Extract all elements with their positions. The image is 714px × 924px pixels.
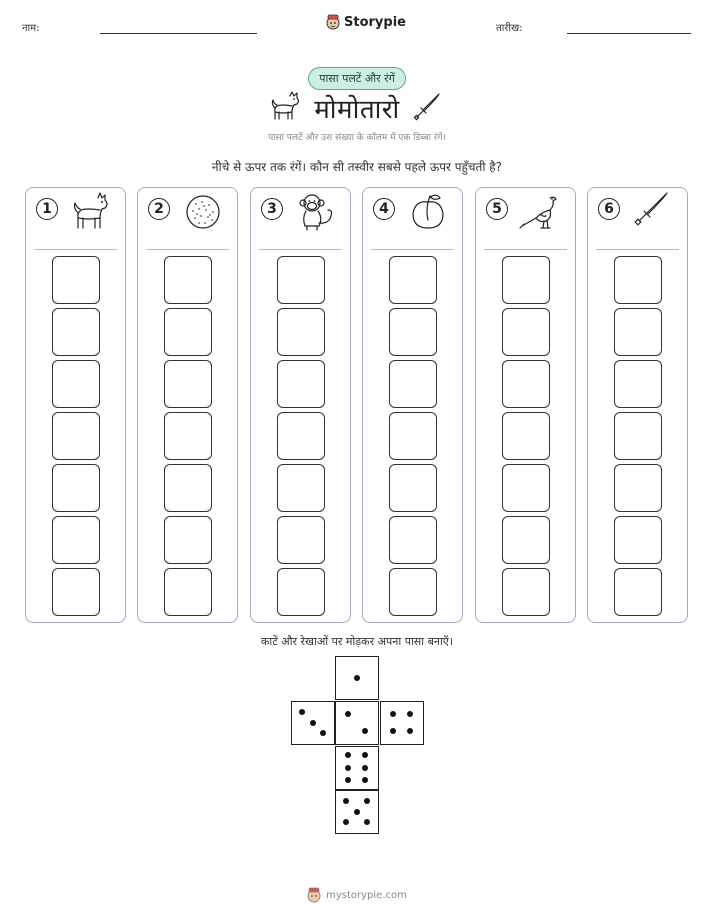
die-face-2 (335, 701, 379, 745)
footer-site[interactable]: mystorypie.com (326, 889, 407, 901)
color-box[interactable] (52, 464, 100, 512)
color-box[interactable] (389, 412, 437, 460)
color-box[interactable] (164, 516, 212, 564)
sword-icon (630, 190, 676, 232)
pheasant-icon (518, 190, 564, 232)
die-pip (345, 711, 351, 717)
brand-logo (326, 14, 406, 30)
color-box[interactable] (614, 412, 662, 460)
color-box[interactable] (389, 516, 437, 564)
column-number: 4 (373, 198, 395, 220)
subtitle: पासा पलटें और उस संख्या के कॉलम में एक डिब्बा रंगें। (268, 133, 446, 143)
color-box[interactable] (277, 360, 325, 408)
column-divider (34, 249, 117, 250)
die-face-5 (335, 790, 379, 834)
die-pip (362, 765, 368, 771)
color-box[interactable] (52, 516, 100, 564)
date-field[interactable] (567, 33, 691, 34)
dog-icon (68, 190, 114, 232)
color-box[interactable] (52, 360, 100, 408)
color-box[interactable] (277, 256, 325, 304)
color-box[interactable] (502, 256, 550, 304)
column-1 (25, 187, 126, 623)
die-pip (364, 819, 370, 825)
die-pip (345, 777, 351, 783)
column-number: 2 (148, 198, 170, 220)
color-box[interactable] (164, 308, 212, 356)
footer (307, 887, 407, 903)
story-title: मोमोतारो (314, 95, 400, 125)
die-pip (407, 728, 413, 734)
column-2 (137, 187, 238, 623)
die-face-6 (335, 746, 379, 790)
die-pip (364, 798, 370, 804)
color-box[interactable] (52, 412, 100, 460)
column-number: 5 (486, 198, 508, 220)
color-box[interactable] (502, 568, 550, 616)
color-box[interactable] (502, 412, 550, 460)
die-pip (354, 675, 360, 681)
game-type-pill: पासा पलटें और रंगें (308, 67, 406, 90)
color-box[interactable] (277, 308, 325, 356)
sword-icon (412, 92, 442, 122)
color-box[interactable] (389, 256, 437, 304)
column-3 (250, 187, 351, 623)
color-box[interactable] (502, 464, 550, 512)
die-pip (345, 752, 351, 758)
die-pip (345, 765, 351, 771)
color-box[interactable] (614, 568, 662, 616)
column-divider (596, 249, 679, 250)
color-box[interactable] (164, 360, 212, 408)
color-box[interactable] (614, 464, 662, 512)
column-6 (587, 187, 688, 623)
die-face-3 (291, 701, 335, 745)
column-divider (259, 249, 342, 250)
die-pip (343, 819, 349, 825)
die-instruction: काटें और रेखाओं पर मोड़कर अपना पासा बनाएँ। (260, 635, 454, 648)
die-pip (299, 709, 305, 715)
die-face-4 (380, 701, 424, 745)
die-pip (407, 711, 413, 717)
column-number: 1 (36, 198, 58, 220)
brand-name: Storypie (344, 14, 406, 30)
peach-icon (405, 190, 451, 232)
die-pip (390, 711, 396, 717)
column-5 (475, 187, 576, 623)
color-box[interactable] (164, 412, 212, 460)
color-box[interactable] (389, 308, 437, 356)
die-pip (343, 798, 349, 804)
question: नीचे से ऊपर तक रंगें। कौन सी तस्वीर सबसे पहले ऊपर पहुँचती है? (211, 160, 503, 174)
storypie-mascot-icon (326, 14, 340, 30)
date-label: तारीख: (496, 23, 523, 34)
color-box[interactable] (52, 256, 100, 304)
color-box[interactable] (277, 412, 325, 460)
rice-cake-icon (180, 190, 226, 232)
color-box[interactable] (52, 308, 100, 356)
color-box[interactable] (502, 516, 550, 564)
column-number: 6 (598, 198, 620, 220)
color-box[interactable] (389, 568, 437, 616)
column-divider (371, 249, 454, 250)
color-box[interactable] (164, 568, 212, 616)
die-pip (310, 720, 316, 726)
color-box[interactable] (614, 256, 662, 304)
column-number: 3 (261, 198, 283, 220)
color-box[interactable] (389, 464, 437, 512)
storypie-mascot-icon (307, 887, 321, 903)
color-box[interactable] (614, 308, 662, 356)
color-box[interactable] (52, 568, 100, 616)
name-label: नाम: (22, 23, 40, 34)
die-pip (362, 752, 368, 758)
column-divider (484, 249, 567, 250)
color-box[interactable] (502, 308, 550, 356)
column-divider (146, 249, 229, 250)
column-4 (362, 187, 463, 623)
die-pip (320, 730, 326, 736)
monkey-icon (293, 190, 339, 232)
color-box[interactable] (277, 464, 325, 512)
die-pip (362, 728, 368, 734)
die-face-1 (335, 656, 379, 700)
die-pip (362, 777, 368, 783)
color-box[interactable] (277, 516, 325, 564)
color-box[interactable] (164, 464, 212, 512)
color-box[interactable] (614, 516, 662, 564)
name-field[interactable] (100, 33, 257, 34)
color-box[interactable] (277, 568, 325, 616)
color-box[interactable] (614, 360, 662, 408)
die-pip (354, 809, 360, 815)
color-box[interactable] (389, 360, 437, 408)
color-box[interactable] (164, 256, 212, 304)
die-pip (390, 728, 396, 734)
color-box[interactable] (502, 360, 550, 408)
